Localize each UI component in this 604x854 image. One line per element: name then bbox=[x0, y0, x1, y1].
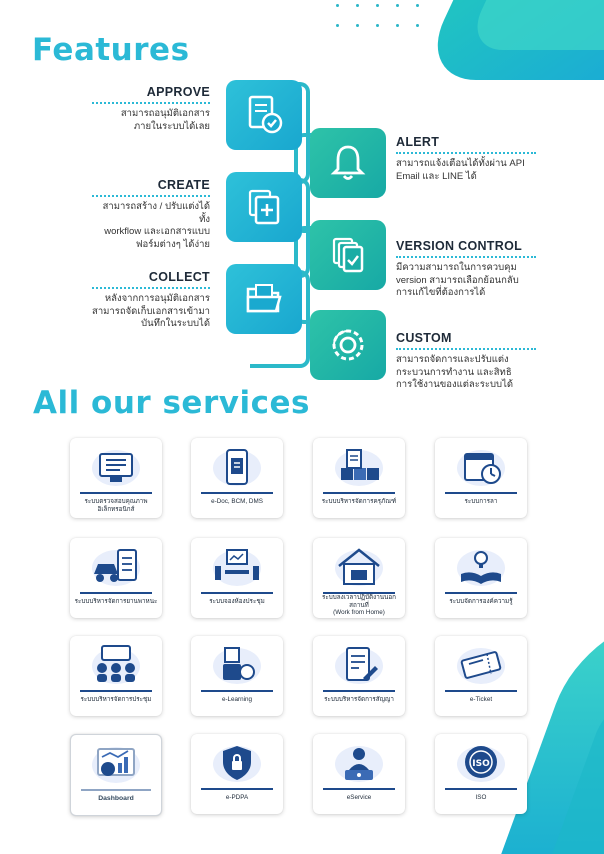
dashboard-chart-icon bbox=[88, 743, 144, 785]
feature-approve bbox=[92, 85, 210, 133]
inventory-boxes-icon bbox=[331, 446, 387, 488]
service-card[interactable] bbox=[435, 734, 527, 814]
decorative-dots bbox=[336, 4, 422, 34]
create-icon-box bbox=[226, 172, 302, 242]
gear-icon bbox=[326, 323, 370, 367]
service-label: e-Doc, BCM, DMS bbox=[211, 498, 263, 505]
service-label: ระบบบริหารจัดการประชุม bbox=[80, 696, 152, 703]
service-divider bbox=[201, 690, 273, 692]
dotted-divider bbox=[396, 256, 536, 258]
computer-checklist-icon bbox=[88, 446, 144, 488]
service-divider bbox=[80, 592, 152, 594]
shield-lock-icon bbox=[209, 742, 265, 784]
service-divider bbox=[201, 592, 273, 594]
service-card[interactable] bbox=[313, 438, 405, 518]
service-card[interactable] bbox=[191, 636, 283, 716]
service-divider bbox=[445, 592, 517, 594]
meeting-room-icon bbox=[209, 546, 265, 588]
service-label: ระบบจัดการองค์ความรู้ bbox=[449, 598, 513, 605]
service-label: eService bbox=[346, 794, 372, 801]
contract-pen-icon bbox=[331, 644, 387, 686]
feature-title: APPROVE bbox=[146, 85, 210, 99]
iso-badge-icon bbox=[453, 742, 509, 784]
service-card[interactable] bbox=[70, 538, 162, 618]
dotted-divider bbox=[396, 152, 536, 154]
vehicle-checklist-icon bbox=[88, 546, 144, 588]
dotted-divider bbox=[396, 348, 536, 350]
dotted-divider bbox=[92, 102, 210, 104]
service-label: ระบบตรวจสอบคุณภาพอิเล็กทรอนิกส์ bbox=[84, 498, 148, 513]
service-card[interactable] bbox=[435, 538, 527, 618]
feature-description: มีความสามารถในการควบคุม version สามารถเลือกย้อนกลับ การแก้ไขที่ต้องการได้ bbox=[396, 262, 519, 298]
version-icon-box bbox=[310, 220, 386, 290]
service-divider bbox=[81, 789, 151, 791]
dotted-divider bbox=[92, 287, 210, 289]
feature-title: VERSION CONTROL bbox=[396, 239, 523, 253]
feature-description: สามารถสร้าง / ปรับแต่งได้ทั้ง workflow และเอกสารแบบ ฟอร์มต่างๆ ได้ง่าย bbox=[102, 201, 210, 250]
feature-collect bbox=[92, 270, 210, 331]
service-divider bbox=[201, 788, 273, 790]
service-label: ระบบบริหารจัดการสัญญา bbox=[324, 696, 394, 703]
service-divider bbox=[445, 690, 517, 692]
service-card[interactable] bbox=[70, 636, 162, 716]
bell-icon bbox=[326, 141, 370, 185]
service-divider bbox=[445, 788, 517, 790]
decorative-shape-top-right-inner bbox=[463, 0, 604, 50]
feature-title: ALERT bbox=[396, 135, 440, 149]
knowledge-book-icon bbox=[453, 546, 509, 588]
service-divider bbox=[201, 492, 273, 494]
custom-icon-box bbox=[310, 310, 386, 380]
service-divider bbox=[323, 492, 395, 494]
service-label: ระบบบริหารจัดการยานพาหนะ bbox=[74, 598, 158, 605]
approve-icon-box bbox=[226, 80, 302, 150]
service-card[interactable] bbox=[313, 636, 405, 716]
feature-title: COLLECT bbox=[148, 270, 210, 284]
feature-alert bbox=[396, 135, 536, 183]
service-agent-icon bbox=[331, 742, 387, 784]
service-label: Dashboard bbox=[98, 795, 134, 802]
service-divider bbox=[80, 690, 152, 692]
ticket-icon bbox=[453, 644, 509, 686]
service-card[interactable] bbox=[191, 538, 283, 618]
service-divider bbox=[323, 788, 395, 790]
alert-icon-box bbox=[310, 128, 386, 198]
service-label: e-Learning bbox=[221, 696, 253, 703]
dotted-divider bbox=[92, 195, 210, 197]
service-card[interactable] bbox=[313, 538, 405, 618]
feature-title: CUSTOM bbox=[396, 331, 452, 345]
calendar-clock-icon bbox=[453, 446, 509, 488]
service-card[interactable] bbox=[435, 438, 527, 518]
service-label: ระบบบริหารจัดการครุภัณฑ์ bbox=[321, 498, 397, 505]
service-label: ISO bbox=[475, 794, 487, 801]
service-card[interactable] bbox=[313, 734, 405, 814]
collect-icon-box bbox=[226, 264, 302, 334]
service-label: ระบบจองห้องประชุม bbox=[209, 598, 265, 605]
service-card[interactable] bbox=[191, 734, 283, 814]
e-learning-icon bbox=[209, 644, 265, 686]
feature-description: สามารถจัดการและปรับแต่ง กระบวนการทำงาน และสิทธิ การใช้งานของแต่ละระบบได้ bbox=[396, 354, 514, 390]
service-card[interactable] bbox=[70, 734, 162, 816]
service-label: ระบบการลา bbox=[464, 498, 498, 505]
service-divider bbox=[80, 492, 152, 494]
service-label: e-PDPA bbox=[225, 794, 249, 801]
svg-text:ISO: ISO bbox=[472, 759, 490, 769]
feature-custom bbox=[396, 331, 536, 392]
service-label: e-Ticket bbox=[469, 696, 493, 703]
folder-icon bbox=[242, 277, 286, 321]
feature-create bbox=[92, 178, 210, 251]
feature-title: CREATE bbox=[157, 178, 210, 192]
add-document-icon bbox=[242, 185, 286, 229]
feature-description: สามารถอนุมัติเอกสาร ภายในระบบได้เลย bbox=[120, 108, 210, 132]
service-card[interactable] bbox=[435, 636, 527, 716]
service-divider bbox=[323, 690, 395, 692]
stacked-documents-icon bbox=[326, 233, 370, 277]
service-card[interactable] bbox=[70, 438, 162, 518]
features-title: Features bbox=[32, 32, 190, 68]
meeting-people-icon bbox=[88, 644, 144, 686]
services-title: All our services bbox=[33, 385, 310, 421]
feature-description: หลังจากการอนุมัติเอกสาร สามารถจัดเก็บเอกสารเข้ามา บันทึกในระบบได้ bbox=[92, 293, 210, 329]
document-check-icon bbox=[242, 93, 286, 137]
service-divider bbox=[445, 492, 517, 494]
service-label: ระบบลงเวลาปฏิบัติงานนอกสถานที่ (Work from Home) bbox=[322, 594, 396, 616]
service-card[interactable] bbox=[191, 438, 283, 518]
feature-description: สามารถแจ้งเตือนได้ทั้งผ่าน API Email และ LINE ได้ bbox=[396, 158, 525, 182]
home-work-icon bbox=[331, 546, 387, 588]
mobile-document-icon bbox=[209, 446, 265, 488]
feature-version-control bbox=[396, 239, 536, 300]
